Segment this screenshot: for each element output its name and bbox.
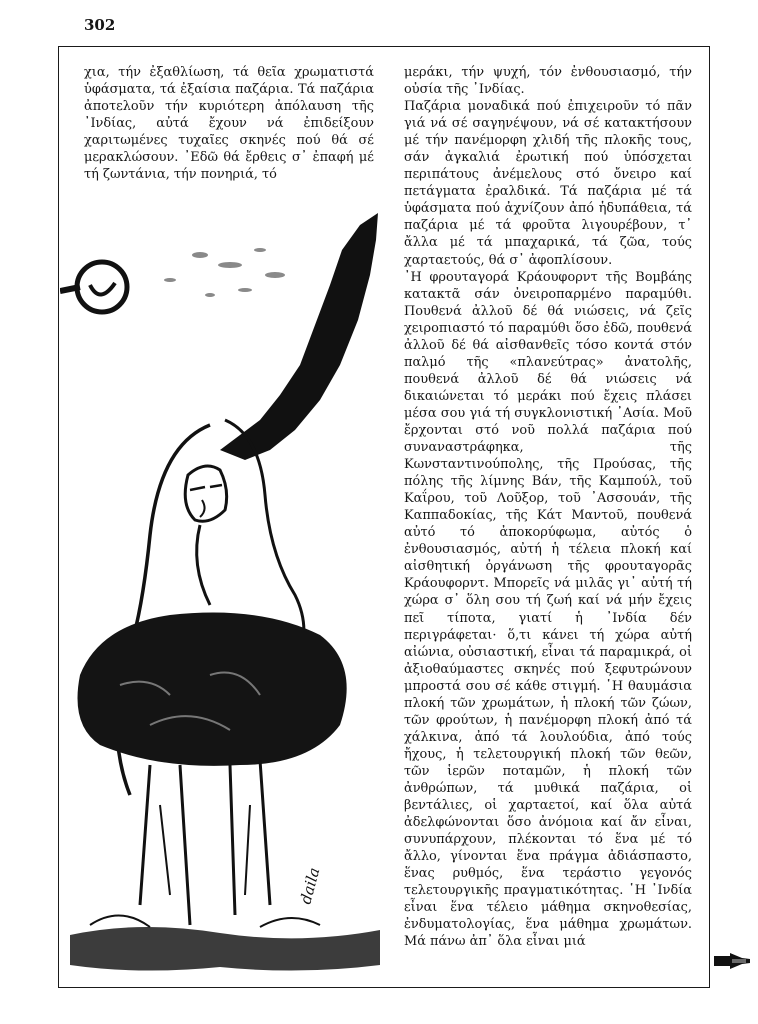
page-number: 302 [84,16,116,34]
left-column-text: χια, τήν ἐξαθλίωση, τά θεῖα χρωματιστά ὑφάσματα, τά ἐξαίσια παζάρια. Τά παζάρια ἀποτελοῦν τήν κυριότερη ἀπόλαυση τῆς ᾿Ινδίας, αὐτά ἔχουν νά ἐπιδείξουν χαριτωμένες τυχαῖες σκηνές πού θά σέ μερακλώσουν. ᾿Εδῶ θά ἔρθεις σ᾿ ἐπαφή μέ τή ζωντάνια, τήν πονηριά, τό [84,65,374,182]
pointing-hand-icon [712,950,752,972]
artist-signature: daila [296,865,324,907]
ground [70,927,380,971]
figure-head [185,466,226,521]
moon-icon [60,262,127,312]
ink-illustration [60,205,390,985]
raised-sleeve [220,213,378,460]
right-column [404,64,692,950]
paragraph-2: Παζάρια μοναδικά πού ἐπιχειροῦν τό πᾶν γιά νά σέ σαγηνέψουν, νά σέ κατακτήσουν μέ τήν πανέμορφη χλιδή τῆς πλοκῆς τους, σάν ἀγκαλιά ἐρωτική πού ὑπόσχεται περιπάτους ἀνέμελους στό ὄνειρο καί πετάγματα ἐραλδικά. Τά παζάρια μέ τά ὑφάσματα πού ἀχνίζουν ἀπό ἡδυπάθεια, τά παζάρια μέ τά φροῦτα λιγουρέβουν, τ᾿ ἄλλα μέ τά μπαχαρικά, τά ζῶα, τούς χαρταετούς, θά σ᾿ ἀφοπλίσουν. [404,99,692,268]
figure-legs [140,760,270,925]
paragraph-3: ᾿Η φρουταγορά Κράουφορντ τῆς Βομβάης κατακτᾶ σάν ὀνειροπαρμένο παραμύθι. Πουθενά ἀλλοῦ δέ θά νιώσεις, νά ζεῖς χειροπιαστό τό παραμύθι ὅσο ἐδῶ, πουθενά ἀλλοῦ δέ θά αἰσθανθεῖς τόσο κοντά στόν παλμό τῆς «πλανεύτρας» ἀνατολῆς, πουθενά ἀλλοῦ δέ θά νιώσεις νά δικαιώνεται τό μεράκι πού ἔχεις πλάσει μέσα σου γιά τή συγκλονιστική ᾿Ασία. Μοῦ ἔρχονται στό νοῦ πολλά παζάρια πού συναναστράφηκα, τῆς Κωνσταντινούπολης, τῆς Προύσας, τῆς πόλης τῆς λίμνης Βάν, τῆς Καμπούλ, τοῦ Καΐρου, τοῦ Λοῦξορ, τοῦ ᾿Ασσουάν, τῆς Καππαδοκίας, τῆς Κάτ Μαντοῦ, πουθενά αὐτό τό ἀποκορύφωμα, αὐτός ὁ ἐνθουσιασμός, αὐτή ἡ τέλεια πλοκή καί αἰσθητική ὀργάνωση τῆς φρουταγορᾶς Κράουφορντ. Μπορεῖς νά μιλᾶς γι᾿ αὐτή τή χώρα σ᾿ ὅλη σου τή ζωή καί νά μήν ἔχεις πεῖ τίποτα, γιατί ἡ ᾿Ινδία δέν περιγράφεται· ὅ,τι κάνει τή χώρα αὐτή αἰώνια, οὐσιαστική, εἶναι τά παραμικρά, οἱ ἀξιοθαύμαστες σκηνές πού ξεφυτρώνουν μπροστά σου σέ κάθε στιγμή. ῾Η θαυμάσια πλοκή τῶν χρωμάτων, ἡ πλοκή τῶν ζώων, τῶν φρούτων, ἡ πανέμορφη πλοκή ἀπό τά χάλκινα, ἀπό τά λουλούδια, ἀπό τούς ἤχους, ἡ τελετουργική πλοκή τῶν θεῶν, τῶν ἱερῶν ποταμῶν, ἡ πλοκή τῶν ἀνθρώπων, τά μυθικά παζάρια, οἱ βεντάλιες, οἱ χαρταετοί, καί ὅλα αὐτά ἀδελφώνονται ὅσο ἀνόμοια καί ἄν εἶναι, συνυπάρχουν, πλέκονται τό ἕνα μέ τό ἄλλο, γίνονται ἕνα πράγμα ἀδιάσπαστο, ἕνας ρυθμός, ἕνα τεράστιο γεγονός τελετουργικῆς πραγματικότητας. ῾Η ᾿Ινδία εἶναι ἕνα τέλειο μάθημα σκηνοθεσίας, ἐνδυματολογίας, ἕνα μάθημα χρωμάτων. Μά πάνω ἀπ᾿ ὅλα εἶναι μιά [404,269,692,950]
paragraph-1: μεράκι, τήν ψυχή, τόν ἐνθουσιασμό, τήν οὐσία τῆς ᾿Ινδίας. [404,65,692,98]
dark-skirt [78,613,347,766]
sky-smudges [164,248,285,297]
